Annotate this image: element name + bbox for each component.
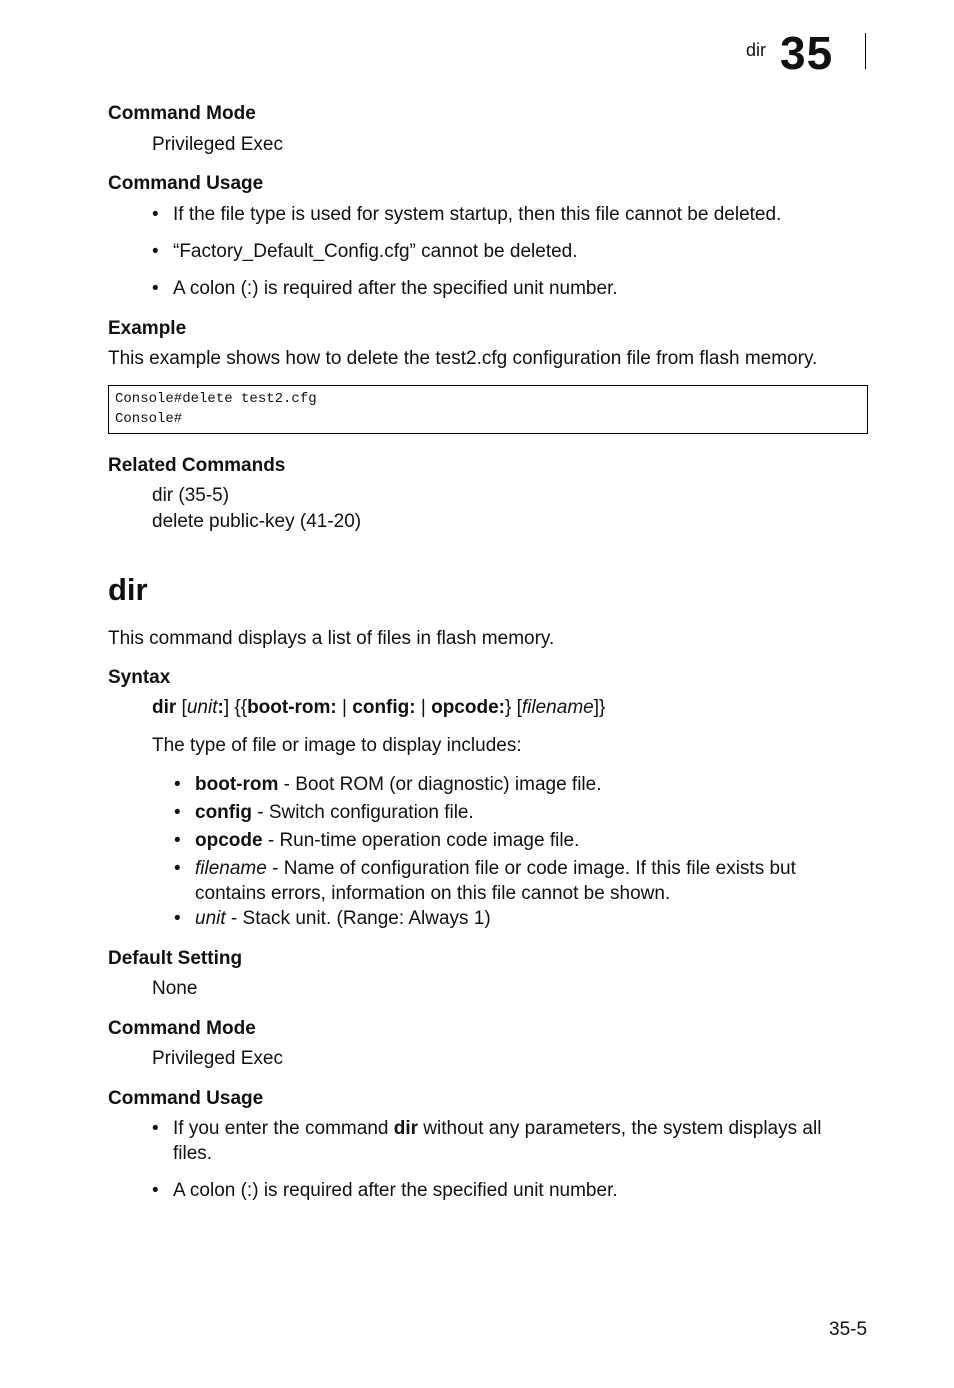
header-rule: [865, 33, 866, 69]
syntax-punct: :: [217, 697, 224, 718]
chapter-number: 35: [780, 27, 834, 79]
param-item: [195, 774, 602, 796]
param-item: [195, 802, 474, 824]
param-desc: - Name of configuration file or code image. If this file exists but: [266, 858, 796, 879]
usage-item: [173, 1118, 821, 1140]
section-title: dir: [108, 572, 148, 607]
param-term: boot-rom: [195, 774, 279, 795]
page-number: 35-5: [829, 1319, 868, 1340]
default-setting-value: None: [152, 978, 198, 999]
param-desc: - Run-time operation code image file.: [262, 830, 580, 851]
syntax-punct: } [: [504, 697, 522, 718]
types-intro: The type of file or image to display includes:: [152, 735, 522, 756]
syntax-heading: Syntax: [108, 667, 171, 688]
bullet-icon: •: [152, 1180, 159, 1201]
param-term: filename: [195, 858, 267, 879]
syntax-param-filename: filename: [521, 697, 594, 718]
param-desc: - Switch configuration file.: [252, 802, 474, 823]
syntax-keyword-opcode: opcode:: [431, 697, 505, 718]
param-term: opcode: [195, 830, 263, 851]
related-command-link[interactable]: delete public-key (41-20): [152, 511, 362, 532]
syntax-punct: |: [415, 697, 432, 718]
related-command-link[interactable]: dir (35-5): [152, 485, 230, 506]
param-item: [195, 908, 491, 930]
syntax-param-unit: unit: [186, 697, 218, 718]
syntax-keyword-config: config:: [352, 697, 416, 718]
running-header-section: dir: [746, 40, 767, 60]
param-item-continuation: contains errors, information on this file cannot be shown.: [195, 883, 671, 904]
syntax-line: [152, 697, 605, 719]
bullet-icon: •: [152, 204, 159, 225]
command-mode-value: Privileged Exec: [152, 134, 283, 155]
param-item: [195, 858, 796, 880]
bullet-icon: •: [174, 802, 181, 823]
usage-command: dir: [393, 1118, 419, 1139]
code-example: [108, 385, 868, 434]
usage-text: If you enter the command: [173, 1118, 394, 1139]
bullet-icon: •: [174, 774, 181, 795]
param-desc: - Stack unit. (Range: Always 1): [225, 908, 491, 929]
command-usage-heading: Command Usage: [108, 1088, 264, 1109]
usage-item: A colon (:) is required after the specified unit number.: [173, 278, 618, 299]
param-term: config: [195, 802, 252, 823]
bullet-icon: •: [152, 278, 159, 299]
command-mode-value: Privileged Exec: [152, 1048, 283, 1069]
default-setting-heading: Default Setting: [108, 948, 243, 969]
usage-text: without any parameters, the system displays all: [418, 1118, 822, 1139]
syntax-cmd: dir: [152, 697, 177, 718]
example-heading: Example: [108, 318, 187, 339]
related-commands-heading: Related Commands: [108, 455, 286, 476]
bullet-icon: •: [174, 858, 181, 879]
usage-item: A colon (:) is required after the specified unit number.: [173, 1180, 618, 1201]
bullet-icon: •: [174, 908, 181, 929]
syntax-punct: [: [176, 697, 187, 718]
param-item: [195, 830, 579, 852]
param-desc: - Boot ROM (or diagnostic) image file.: [278, 774, 602, 795]
command-usage-heading: Command Usage: [108, 173, 264, 194]
usage-item: If the file type is used for system startup, then this file cannot be deleted.: [173, 204, 782, 225]
code-line: Console#delete test2.cfg: [115, 391, 317, 407]
bullet-icon: •: [152, 1118, 159, 1139]
example-text: This example shows how to delete the test2.cfg configuration file from flash memory.: [108, 348, 818, 369]
syntax-punct: ]}: [593, 697, 606, 718]
bullet-icon: •: [152, 241, 159, 262]
command-mode-heading: Command Mode: [108, 103, 256, 124]
usage-item: “Factory_Default_Config.cfg” cannot be deleted.: [173, 241, 578, 262]
syntax-keyword-boot-rom: boot-rom:: [247, 697, 337, 718]
command-mode-heading: Command Mode: [108, 1018, 256, 1039]
param-term: unit: [195, 908, 226, 929]
section-description: This command displays a list of files in flash memory.: [108, 628, 555, 649]
syntax-punct: |: [336, 697, 353, 718]
syntax-punct: ] {{: [223, 697, 248, 718]
usage-item-continuation: files.: [173, 1143, 213, 1164]
code-line: Console#: [115, 411, 183, 427]
bullet-icon: •: [174, 830, 181, 851]
